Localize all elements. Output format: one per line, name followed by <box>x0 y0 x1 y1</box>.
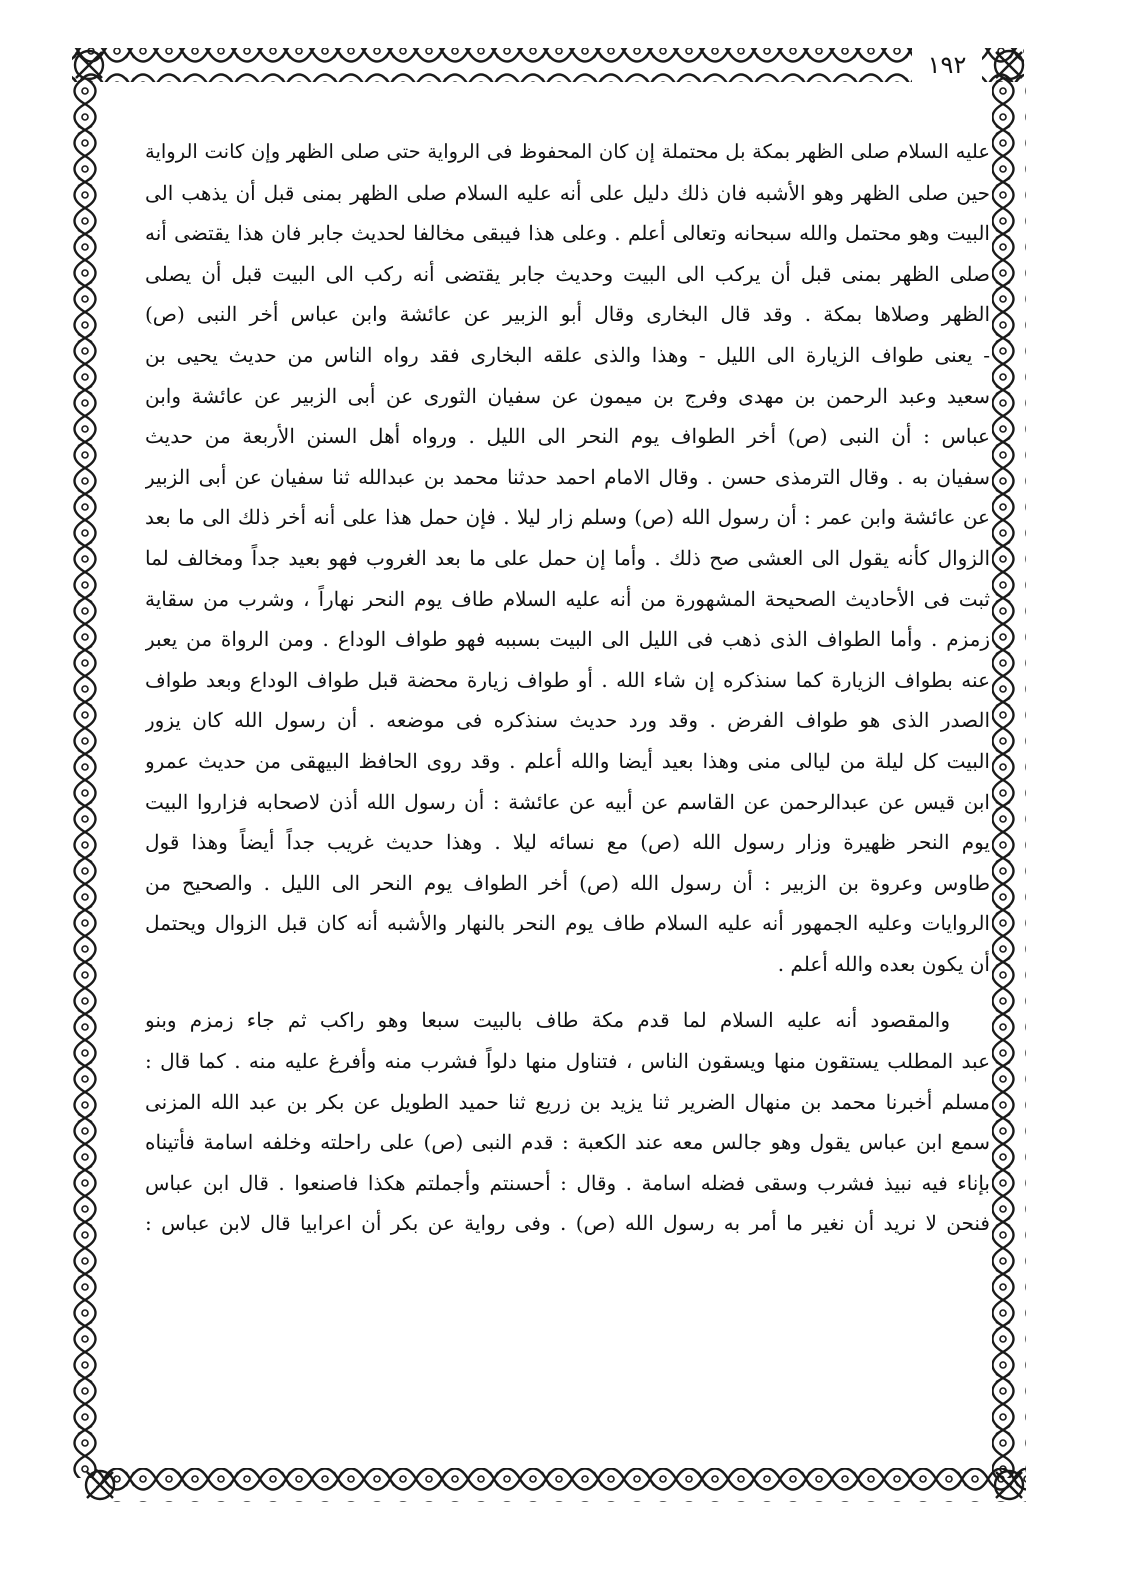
paragraph <box>145 1000 990 1244</box>
text-line: سفيان به . وقال الترمذى حسن . وقال الامام احمد حدثنا محمد بن عبدالله ثنا سفيان عن أبى الزبير <box>145 464 990 489</box>
page-number: ١٩٢ <box>912 48 982 82</box>
border-top <box>72 48 1024 82</box>
text-line: عبد المطلب يستقون منها ويسقون الناس ، فتناول منها دلواً فشرب منه وأفرغ عليه منه . كما قال : <box>145 1049 990 1074</box>
text-line: سمع ابن عباس يقول وهو جالس معه عند الكعبة : قدم النبى (ص) على راحلته وخلفه اسامة فأتيناه <box>145 1130 990 1155</box>
text-line: الظهر وصلاها بمكة . وقد قال البخارى وقال أبو الزبير عن عائشة وابن عباس أخر النبى (ص) <box>145 302 990 327</box>
text-line: الزوال كأنه يقول الى العشى صح ذلك . وأما إن حمل على ما بعد الغروب فهو بعيد جداً ومخالف لما <box>145 545 990 570</box>
paragraph-gap <box>145 984 990 1000</box>
text-line: - يعنى طواف الزيارة الى الليل - وهذا والذى علقه البخارى فقد رواه الناس من حديث يحيى بن <box>145 342 990 367</box>
text-line: صلى الظهر بمنى قبل أن يركب الى البيت وحديث جابر يقتضى أنه ركب الى البيت قبل أن يصلى <box>145 261 990 286</box>
text-line: البيت وهو محتمل والله سبحانه وتعالى أعلم . وعلى هذا فيبقى مخالفا لحديث جابر فان هذا يقتضى أنه <box>145 221 990 246</box>
text-line: ثبت فى الأحاديث الصحيحة المشهورة من أنه عليه السلام طاف يوم النحر نهاراً ، وشرب من سقاية <box>145 586 990 611</box>
text-line: زمزم . وأما الطواف الذى ذهب فى الليل الى البيت بسببه فهو طواف الوداع . ومن الرواة من يعبر <box>145 627 990 652</box>
text-line: الروايات وعليه الجمهور أنه عليه السلام طاف يوم النحر بالنهار والأشبه أنه كان قبل الزوال ويحتمل <box>145 911 990 936</box>
text-line: حين صلى الظهر وهو الأشبه فان ذلك دليل على أنه عليه السلام صلى الظهر بمنى قبل أن يذهب الى <box>145 180 990 205</box>
text-line: فنحن لا نريد أن نغير ما أمر به رسول الله (ص) . وفى رواية عن بكر أن اعرابيا قال لابن عباس : <box>145 1211 990 1236</box>
text-line: والمقصود أنه عليه السلام لما قدم مكة طاف بالبيت سبعا وهو راكب ثم جاء زمزم وبنو <box>145 1008 950 1033</box>
text-line: طاوس وعروة بن الزبير : أن رسول الله (ص) أخر الطواف يوم النحر الى الليل . والصحيح من <box>145 870 990 895</box>
text-line: الصدر الذى هو طواف الفرض . وقد ورد حديث سنذكره فى موضعه . أن رسول الله كان يزور <box>145 708 990 733</box>
text-line: عنه بطواف الزيارة كما سنذكره إن شاء الله . أو طواف زيارة محضة قبل طواف الوداع وبعد طواف <box>145 667 990 692</box>
border-bottom <box>96 1468 1026 1502</box>
text-line: ابن قيس عن عبدالرحمن عن القاسم عن أبيه عن عائشة : أن رسول الله أذن لاصحابه فزاروا البيت <box>145 789 990 814</box>
text-line: سعيد وعبد الرحمن بن مهدى وفرج بن ميمون عن سفيان الثورى عن أبى الزبير عن عائشة وابن <box>145 383 990 408</box>
border-left <box>72 78 106 1478</box>
border-right <box>992 78 1026 1478</box>
body-text <box>145 132 990 1462</box>
text-line: البيت كل ليلة من ليالى منى وهذا بعيد أيضا والله أعلم . وقد روى الحافظ البيهقى من حديث عمرو <box>145 748 990 773</box>
text-line: عن عائشة وابن عمر : أن رسول الله (ص) وسلم زار ليلا . فإن حمل هذا على أنه أخر ذلك الى ما بعد <box>145 505 990 530</box>
text-line: عليه السلام صلى الظهر بمكة بل محتملة إن كان المحفوظ فى الرواية حتى صلى الظهر وإن كانت الرواية <box>145 140 990 163</box>
text-line: بإناء فيه نبيذ فشرب وسقى فضله اسامة . وقال : أحسنتم وأجملتم هكذا فاصنعوا . قال ابن عباس <box>145 1170 990 1195</box>
text-line: عباس : أن النبى (ص) أخر الطواف يوم النحر الى الليل . ورواه أهل السنن الأربعة من حديث <box>145 424 990 449</box>
text-line: مسلم أخبرنا محمد بن منهال الضرير ثنا يزيد بن زريع ثنا حميد الطويل عن بكر بن عبد الله المزنى <box>145 1089 990 1114</box>
text-line: يوم النحر ظهيرة وزار رسول الله (ص) مع نسائه ليلا . وهذا حديث غريب جداً أيضاً وهذا قول <box>145 830 990 855</box>
text-line: أن يكون بعده والله أعلم . <box>777 951 990 976</box>
paragraph <box>145 132 990 984</box>
